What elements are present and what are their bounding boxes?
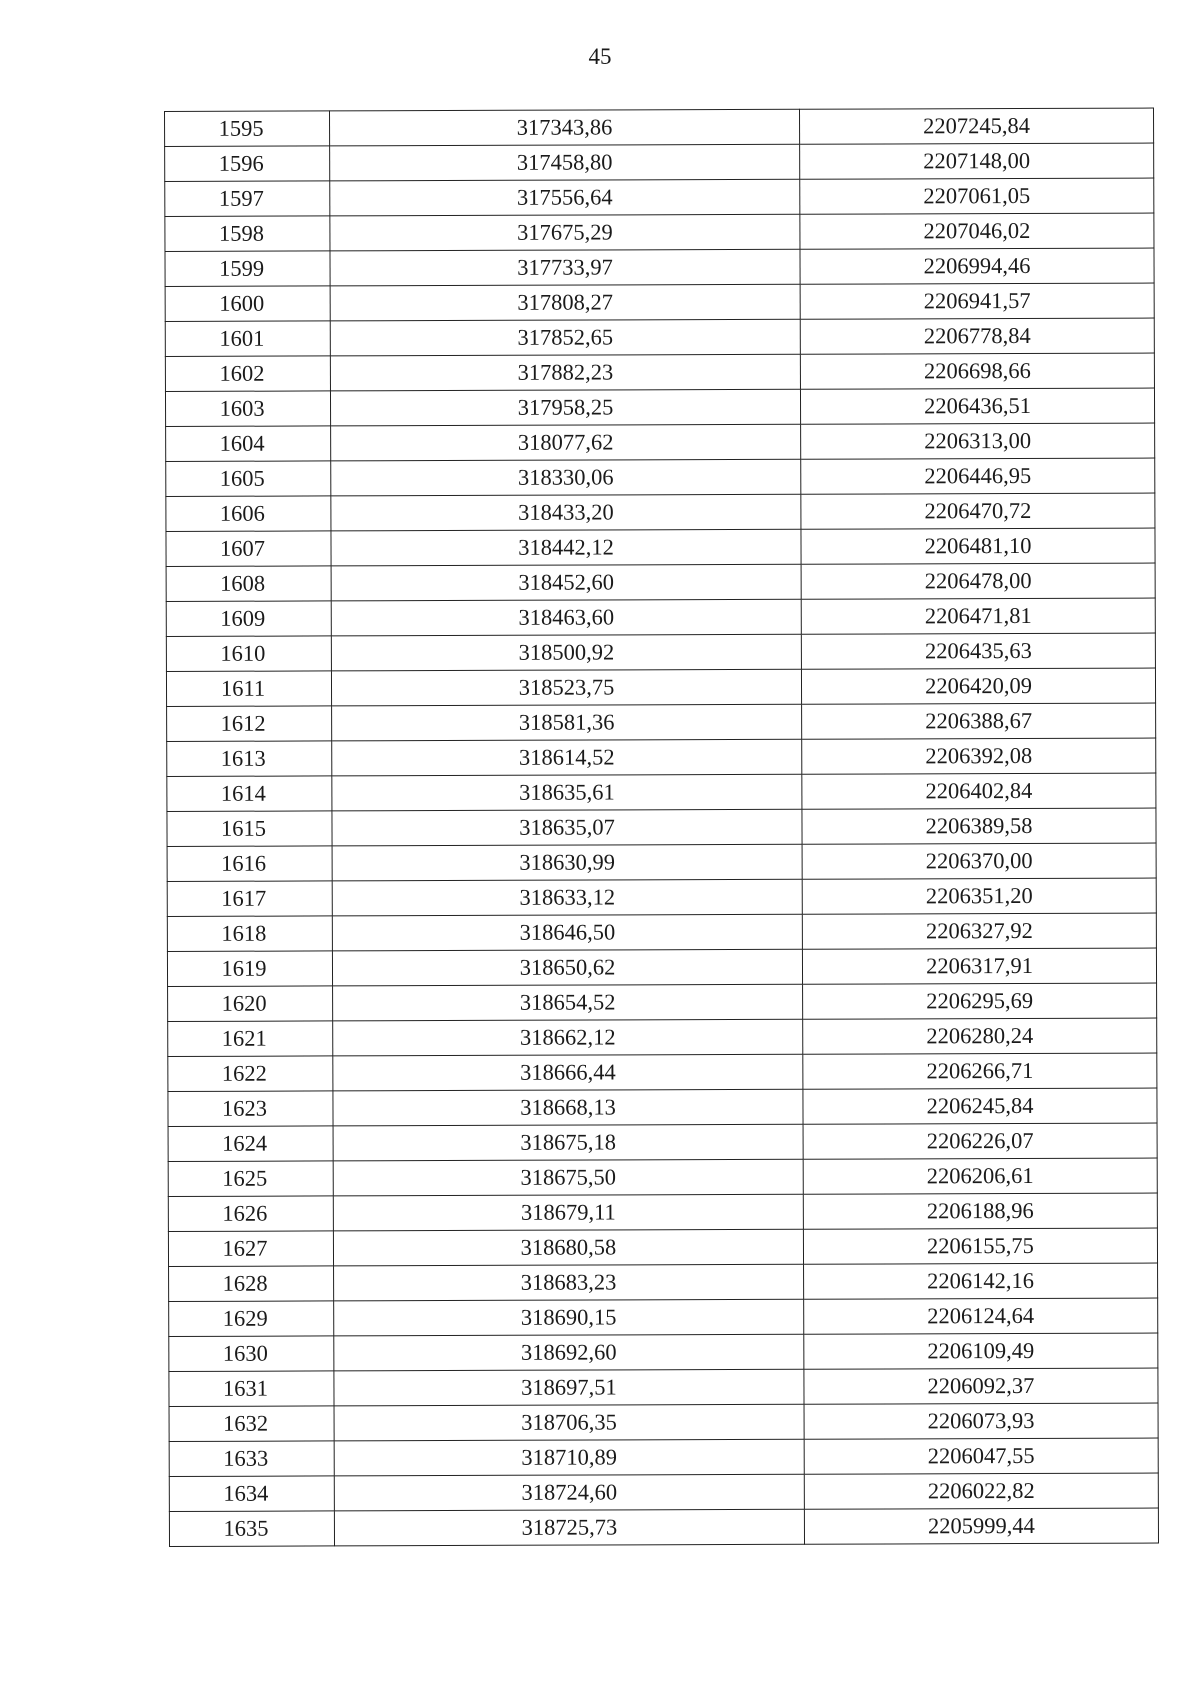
point-number-cell: 1632: [169, 1406, 334, 1442]
x-coordinate-cell: 318706,35: [334, 1404, 804, 1441]
table-row: [169, 1403, 1158, 1441]
x-coordinate-cell: 318654,52: [333, 984, 803, 1021]
point-number-cell: 1627: [168, 1231, 333, 1267]
y-coordinate-cell: 2206470,72: [801, 493, 1155, 529]
y-coordinate-cell: 2206317,91: [802, 948, 1156, 984]
x-coordinate-cell: 317958,25: [330, 389, 800, 426]
point-number-cell: 1633: [169, 1441, 334, 1477]
table-row: [166, 493, 1155, 531]
table-row: [166, 423, 1155, 461]
x-coordinate-cell: 318433,20: [331, 494, 801, 531]
x-coordinate-cell: 318630,99: [332, 844, 802, 881]
point-number-cell: 1621: [168, 1021, 333, 1057]
y-coordinate-cell: 2206402,84: [802, 773, 1156, 809]
y-coordinate-cell: 2206392,08: [802, 738, 1156, 774]
x-coordinate-cell: 318650,62: [332, 949, 802, 986]
y-coordinate-cell: 2206478,00: [801, 563, 1155, 599]
table-row: [167, 878, 1156, 916]
y-coordinate-cell: 2206047,55: [804, 1438, 1158, 1474]
x-coordinate-cell: 318675,50: [333, 1159, 803, 1196]
x-coordinate-cell: 318077,62: [331, 424, 801, 461]
point-number-cell: 1616: [167, 846, 332, 882]
point-number-cell: 1634: [169, 1476, 334, 1512]
y-coordinate-cell: 2207245,84: [799, 108, 1153, 144]
x-coordinate-cell: 317882,23: [330, 354, 800, 391]
point-number-cell: 1598: [165, 216, 330, 252]
y-coordinate-cell: 2206435,63: [801, 633, 1155, 669]
point-number-cell: 1626: [168, 1196, 333, 1232]
table-row: [166, 668, 1155, 706]
table-row: [166, 563, 1155, 601]
point-number-cell: 1611: [166, 671, 331, 707]
x-coordinate-cell: 317675,29: [330, 214, 800, 251]
table-row: [167, 773, 1156, 811]
y-coordinate-cell: 2206226,07: [803, 1123, 1157, 1159]
y-coordinate-cell: 2206109,49: [804, 1333, 1158, 1369]
table-row: [167, 808, 1156, 846]
point-number-cell: 1609: [166, 601, 331, 637]
page-number: 45: [588, 44, 612, 69]
x-coordinate-cell: 318614,52: [332, 739, 802, 776]
coordinates-table-body: [165, 108, 1159, 1546]
y-coordinate-cell: 2206994,46: [800, 248, 1154, 284]
x-coordinate-cell: 318633,12: [332, 879, 802, 916]
x-coordinate-cell: 318463,60: [331, 599, 801, 636]
point-number-cell: 1604: [166, 426, 331, 462]
y-coordinate-cell: 2206471,81: [801, 598, 1155, 634]
x-coordinate-cell: 318581,36: [332, 704, 802, 741]
point-number-cell: 1620: [168, 986, 333, 1022]
x-coordinate-cell: 318442,12: [331, 529, 801, 566]
table-row: [167, 843, 1156, 881]
table-row: [165, 318, 1154, 356]
y-coordinate-cell: 2206092,37: [804, 1368, 1158, 1404]
x-coordinate-cell: 318680,58: [333, 1229, 803, 1266]
point-number-cell: 1618: [167, 916, 332, 952]
coordinates-table: [164, 108, 1159, 1547]
y-coordinate-cell: 2206370,00: [802, 843, 1156, 879]
table-row: [169, 1368, 1158, 1406]
y-coordinate-cell: 2207046,02: [800, 213, 1154, 249]
x-coordinate-cell: 318330,06: [331, 459, 801, 496]
point-number-cell: 1631: [169, 1371, 334, 1407]
x-coordinate-cell: 318635,61: [332, 774, 802, 811]
point-number-cell: 1622: [168, 1056, 333, 1092]
point-number-cell: 1617: [167, 881, 332, 917]
x-coordinate-cell: 318697,51: [334, 1369, 804, 1406]
x-coordinate-cell: 318675,18: [333, 1124, 803, 1161]
point-number-cell: 1603: [165, 391, 330, 427]
x-coordinate-cell: 317343,86: [330, 109, 800, 146]
x-coordinate-cell: 318710,89: [334, 1439, 804, 1476]
table-row: [166, 528, 1155, 566]
table-row: [169, 1298, 1158, 1336]
y-coordinate-cell: 2206351,20: [802, 878, 1156, 914]
x-coordinate-cell: 318679,11: [333, 1194, 803, 1231]
y-coordinate-cell: 2205999,44: [804, 1508, 1158, 1544]
point-number-cell: 1624: [168, 1126, 333, 1162]
y-coordinate-cell: 2206446,95: [801, 458, 1155, 494]
y-coordinate-cell: 2206481,10: [801, 528, 1155, 564]
point-number-cell: 1629: [169, 1301, 334, 1337]
x-coordinate-cell: 318690,15: [334, 1299, 804, 1336]
table-row: [166, 633, 1155, 671]
point-number-cell: 1595: [165, 111, 330, 147]
x-coordinate-cell: 317733,97: [330, 249, 800, 286]
table-row: [167, 913, 1156, 951]
y-coordinate-cell: 2207061,05: [800, 178, 1154, 214]
y-coordinate-cell: 2206778,84: [800, 318, 1154, 354]
table-row: [168, 1123, 1157, 1161]
table-row: [165, 388, 1154, 426]
x-coordinate-cell: 318662,12: [333, 1019, 803, 1056]
y-coordinate-cell: 2206073,93: [804, 1403, 1158, 1439]
table-row: [168, 1158, 1157, 1196]
point-number-cell: 1625: [168, 1161, 333, 1197]
x-coordinate-cell: 318666,44: [333, 1054, 803, 1091]
point-number-cell: 1607: [166, 531, 331, 567]
table-row: [167, 703, 1156, 741]
table-row: [165, 143, 1154, 181]
table-row: [166, 458, 1155, 496]
point-number-cell: 1602: [165, 356, 330, 392]
x-coordinate-cell: 317556,64: [330, 179, 800, 216]
point-number-cell: 1630: [169, 1336, 334, 1372]
table-row: [168, 1053, 1157, 1091]
y-coordinate-cell: 2206124,64: [804, 1298, 1158, 1334]
y-coordinate-cell: 2206389,58: [802, 808, 1156, 844]
y-coordinate-cell: 2206266,71: [803, 1053, 1157, 1089]
point-number-cell: 1608: [166, 566, 331, 602]
table-row: [165, 108, 1154, 146]
x-coordinate-cell: 318683,23: [334, 1264, 804, 1301]
table-row: [165, 283, 1154, 321]
table-row: [168, 1228, 1157, 1266]
x-coordinate-cell: 317852,65: [330, 319, 800, 356]
table-row: [167, 738, 1156, 776]
y-coordinate-cell: 2206022,82: [804, 1473, 1158, 1509]
y-coordinate-cell: 2206206,61: [803, 1158, 1157, 1194]
point-number-cell: 1612: [167, 706, 332, 742]
x-coordinate-cell: 318692,60: [334, 1334, 804, 1371]
point-number-cell: 1605: [166, 461, 331, 497]
point-number-cell: 1613: [167, 741, 332, 777]
table-row: [168, 1193, 1157, 1231]
table-row: [168, 1088, 1157, 1126]
point-number-cell: 1628: [169, 1266, 334, 1302]
point-number-cell: 1615: [167, 811, 332, 847]
y-coordinate-cell: 2206941,57: [800, 283, 1154, 319]
x-coordinate-cell: 318635,07: [332, 809, 802, 846]
y-coordinate-cell: 2206420,09: [801, 668, 1155, 704]
point-number-cell: 1623: [168, 1091, 333, 1127]
x-coordinate-cell: 318724,60: [334, 1474, 804, 1511]
table-row: [169, 1473, 1158, 1511]
point-number-cell: 1610: [166, 636, 331, 672]
x-coordinate-cell: 318646,50: [332, 914, 802, 951]
table-row: [168, 1018, 1157, 1056]
table-row: [167, 948, 1156, 986]
y-coordinate-cell: 2206313,00: [801, 423, 1155, 459]
y-coordinate-cell: 2206188,96: [803, 1193, 1157, 1229]
x-coordinate-cell: 318523,75: [331, 669, 801, 706]
table-row: [169, 1508, 1158, 1546]
table-row: [169, 1263, 1158, 1301]
point-number-cell: 1635: [169, 1511, 334, 1547]
point-number-cell: 1619: [167, 951, 332, 987]
y-coordinate-cell: 2206155,75: [803, 1228, 1157, 1264]
table-row: [165, 353, 1154, 391]
y-coordinate-cell: 2207148,00: [800, 143, 1154, 179]
x-coordinate-cell: 317808,27: [330, 284, 800, 321]
table-row: [165, 213, 1154, 251]
y-coordinate-cell: 2206295,69: [803, 983, 1157, 1019]
table-row: [165, 178, 1154, 216]
point-number-cell: 1600: [165, 286, 330, 322]
point-number-cell: 1596: [165, 146, 330, 182]
table-row: [169, 1333, 1158, 1371]
point-number-cell: 1597: [165, 181, 330, 217]
point-number-cell: 1601: [165, 321, 330, 357]
y-coordinate-cell: 2206142,16: [804, 1263, 1158, 1299]
x-coordinate-cell: 318452,60: [331, 564, 801, 601]
table-row: [165, 248, 1154, 286]
y-coordinate-cell: 2206436,51: [800, 388, 1154, 424]
x-coordinate-cell: 318668,13: [333, 1089, 803, 1126]
table-row: [168, 983, 1157, 1021]
x-coordinate-cell: 318725,73: [334, 1509, 804, 1546]
point-number-cell: 1606: [166, 496, 331, 532]
table-row: [166, 598, 1155, 636]
point-number-cell: 1599: [165, 251, 330, 287]
table-row: [169, 1438, 1158, 1476]
x-coordinate-cell: 317458,80: [330, 144, 800, 181]
x-coordinate-cell: 318500,92: [331, 634, 801, 671]
y-coordinate-cell: 2206388,67: [802, 703, 1156, 739]
point-number-cell: 1614: [167, 776, 332, 812]
y-coordinate-cell: 2206280,24: [803, 1018, 1157, 1054]
y-coordinate-cell: 2206245,84: [803, 1088, 1157, 1124]
y-coordinate-cell: 2206698,66: [800, 353, 1154, 389]
y-coordinate-cell: 2206327,92: [802, 913, 1156, 949]
